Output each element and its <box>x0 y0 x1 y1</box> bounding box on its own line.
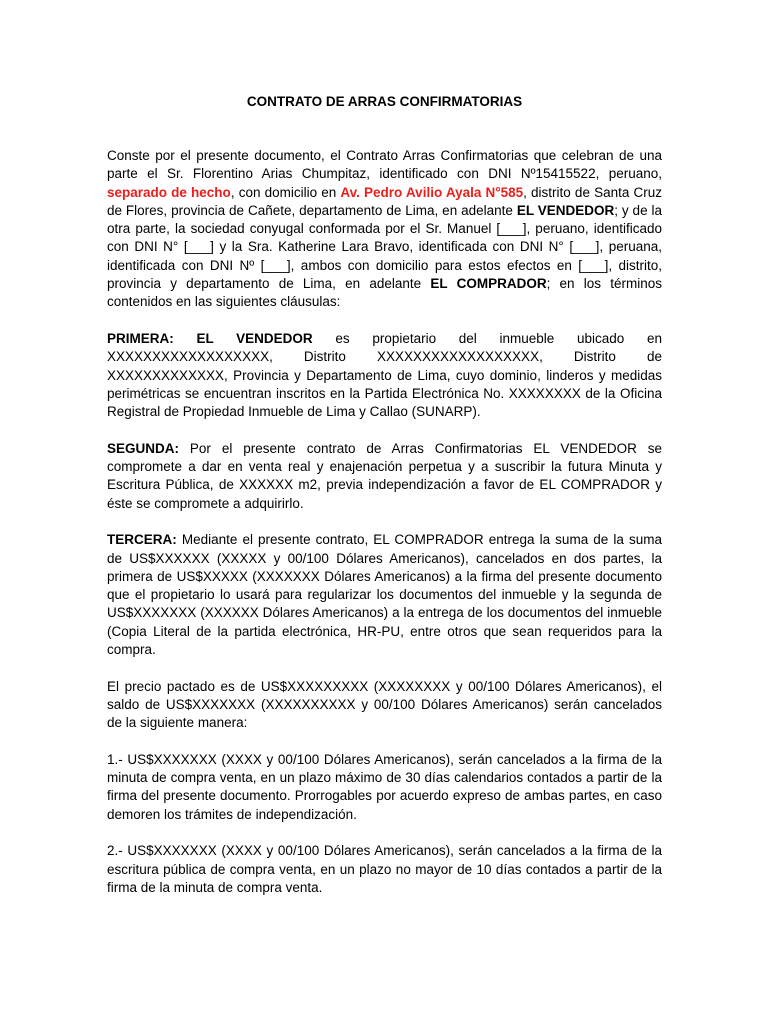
clause-segunda-label: SEGUNDA: <box>107 440 180 456</box>
clause-tercera-text: Mediante el presente contrato, EL COMPRADOR entrega la suma de la suma de US$XXXXXX (XXXXX y 00/100 Dólares Americanos), cancelados en dos partes, la primera de US$XXXXX (XXXXXXX Dólares Americanos) a la firma del presente documento que el propietario lo usará para regularizar los documentos del inmueble y la segunda de US$XXXXXXX (XXXXXX Dólares Americanos) a la entrega de los documentos del inmueble (Copia Literal de la partida electrónica, HR-PU, entre otros que sean requeridos para la compra. <box>107 532 662 658</box>
intro-highlight-separado: separado de hecho <box>107 184 231 200</box>
intro-text-3: , distrito de Santa Cruz de Flores, provincia de Cañete, departamento de Lima, en adelante <box>107 184 662 218</box>
intro-text-2: , con domicilio en <box>230 184 341 200</box>
payment-item-1: 1.- US$XXXXXXX (XXXX y 00/100 Dólares Americanos), serán cancelados a la firma de la minuta de compra venta, en un plazo máximo de 30 días calendarios contados a partir de la firma del presente documento. Prorrogables por acuerdo expreso de ambas partes, en caso demoren los trámites de independización. <box>107 751 662 822</box>
clause-segunda-text: Por el presente contrato de Arras Confirmatorias EL VENDEDOR se compromete a dar en venta real y enajenación perpetua y a suscribir la futura Minuta y Escritura Pública, de XXXXXX m2, previa independización a favor de EL COMPRADOR y éste se compromete a adquirirlo. <box>107 440 662 511</box>
intro-bold-vendedor: EL VENDEDOR <box>516 202 615 218</box>
price-paragraph: El precio pactado es de US$XXXXXXXXX (XXXXXXXX y 00/100 Dólares Americanos), el saldo de US$XXXXXXX (XXXXXXXXXX y 00/100 Dólares Americanos) serán cancelados de la siguiente manera: <box>107 678 662 731</box>
intro-text-5: ; en los términos contenidos en las siguientes cláusulas: <box>107 276 662 310</box>
clause-primera <box>107 330 662 421</box>
payment-item-2: 2.- US$XXXXXXX (XXXX y 00/100 Dólares Americanos), serán cancelados a la firma de la escritura pública de compra venta, en un plazo no mayor de 10 días contados a partir de la firma de la minuta de compra venta. <box>107 843 662 895</box>
clause-primera-text: es propietario del inmueble ubicado en XXXXXXXXXXXXXXXXXX, Distrito XXXXXXXXXXXXXXXXXX, Distrito de XXXXXXXXXXXXX, Provincia y Departamento de Lima, cuyo dominio, linderos y medidas perimétricas se encuentran inscritos en la Partida Electrónica No. XXXXXXXX de la Oficina Registral de Propiedad Inmueble de Lima y Callao (SUNARP). <box>107 330 662 420</box>
clause-segunda <box>107 440 662 513</box>
intro-bold-comprador: EL COMPRADOR <box>430 276 547 292</box>
clause-tercera <box>107 531 662 659</box>
intro-text-1: Conste por el presente documento, el Contrato Arras Confirmatorias que celebran de una parte el Sr. Florentino Arias Chumpitaz, identificado con DNI Nº15415522, peruano, <box>107 148 662 182</box>
clause-primera-bold: EL VENDEDOR <box>196 330 313 346</box>
clause-primera-label: PRIMERA: <box>107 330 174 346</box>
intro-text-4: ; y de la otra parte, la sociedad conyugal conformada por el Sr. Manuel [___], peruano, identificado con DNI N° [___] y la Sra. Katherine Lara Bravo, identificada con DNI N° [___], peruana, identificada con DNI Nº [___], ambos con domicilio para estos efectos en [___], distrito, provincia y departamento de Lima, en adelante <box>107 202 662 292</box>
intro-highlight-address: Av. Pedro Avilio Ayala N°585 <box>340 184 524 200</box>
document-title: CONTRATO DE ARRAS CONFIRMATORIAS <box>246 94 523 109</box>
clause-tercera-label: TERCERA: <box>107 532 177 548</box>
intro-paragraph <box>107 147 662 312</box>
